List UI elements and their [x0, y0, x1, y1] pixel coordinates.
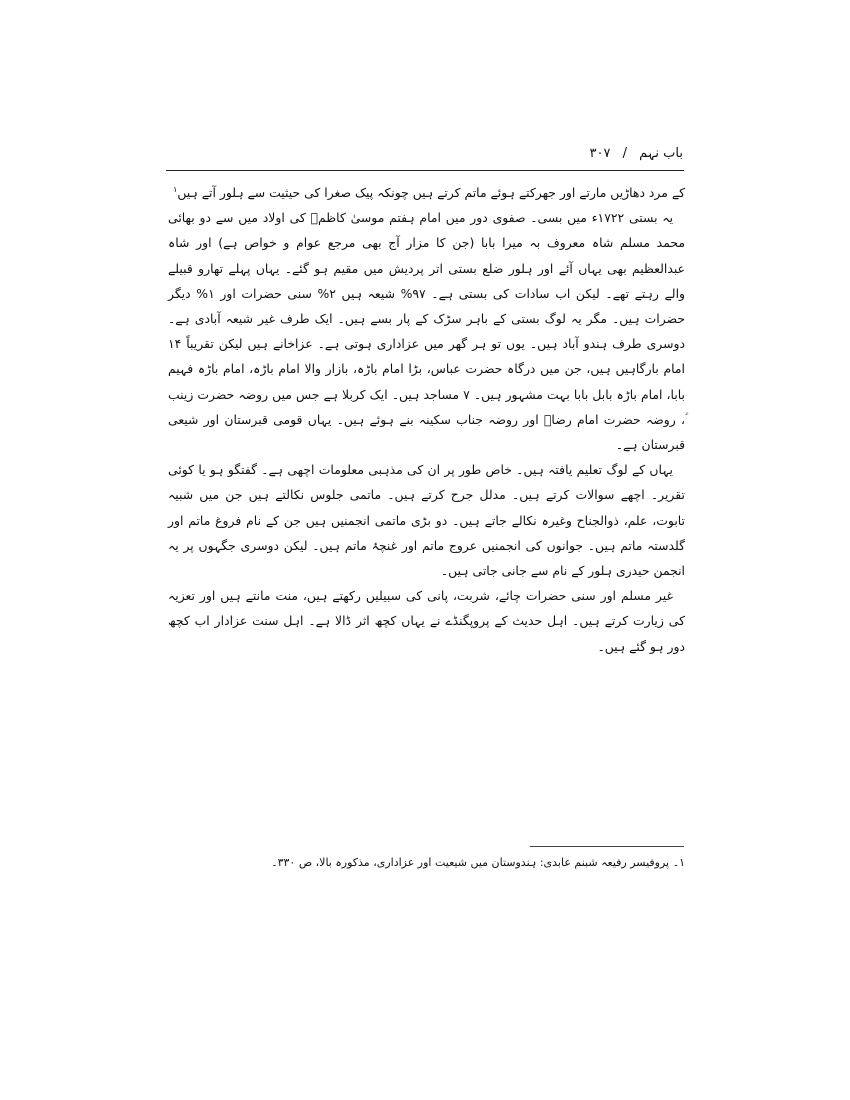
opening-line-text: کے مرد دھاڑیں مارتے اور جھرکتے ہوئے ماتم کرتے ہیں چونکہ پیک صغرا کی حیثیت سے ہلور آتے ہیں	[177, 185, 685, 200]
opening-line	[168, 180, 685, 205]
chapter-title: باب نہم	[639, 146, 683, 161]
footnote-reference: ۱	[173, 184, 178, 194]
paragraph-history: یہ بستی ۱۷۲۲ء میں بسی۔ صفوی دور میں امام ہفتم موسیٰ کاظمؑ کی اولاد میں سے دو بھائی محمد مسلم شاہ معروف بہ میرا بابا (جن کا مزار آج بھی مرجع عوام و خواص ہے) اور شاہ عبدالعظیم بھی یہاں آئے اور ہلور ضلع بستی اتر پردیش میں مقیم ہو گئے۔ یہاں پہلے تھارو قبیلے والے رہتے تھے۔ لیکن اب سادات کی بستی ہے۔ ۹۷% شیعہ ہیں ۲% سنی حضرات اور ۱% دیگر حضرات ہیں۔ مگر یہ لوگ بستی کے باہر سڑک کے پار بسے ہیں۔ ایک طرف غیر شیعہ آبادی ہے۔ دوسری طرف ہندو آباد ہیں۔ یوں تو ہر گھر میں عزاداری ہوتی ہے۔ عزاخانے ہیں لیکن تقریباً ۱۴ امام بارگاہیں ہیں، جن میں درگاہ حضرت عباس، بڑا امام باڑہ، بازار والا امام باڑہ، امام باڑہ فہیم بابا، امام باڑہ بابل بابا بہت مشہور ہیں۔ ۷ مساجد ہیں۔ ایک کربلا ہے جس میں روضہ حضرت زینب ؑ، روضہ حضرت امام رضاؑ اور روضہ جناب سکینہ بنے ہوئے ہیں۔ یہاں قومی قبرستان اور شیعی قبرستان ہے۔	[168, 210, 686, 453]
page-number: ۳۰۷	[589, 146, 611, 161]
header-rule	[166, 170, 684, 171]
footnote	[168, 853, 685, 873]
running-header	[166, 142, 683, 166]
footnote-text: پروفیسر رفیعہ شبنم عابدی: ہندوستان میں شیعیت اور عزاداری، مذکورہ بالا، ص ۳۳۰۔	[271, 856, 670, 869]
footnote-rule	[530, 846, 684, 847]
paragraph-non-muslims: غیر مسلم اور سنی حضرات چائے، شربت، پانی کی سبیلیں رکھتے ہیں، منت مانتے ہیں اور تعزیہ کی زیارت کرتے ہیں۔ اہل حدیث کے پروپگنڈے نے یہاں کچھ اثر ڈالا ہے۔ اہل سنت عزادار اب کچھ دور ہو گئے ہیں۔	[168, 588, 685, 654]
footnote-number: ۱۔	[672, 856, 685, 869]
paragraph-education: یہاں کے لوگ تعلیم یافتہ ہیں۔ خاص طور پر ان کی مذہبی معلومات اچھی ہے۔ گفتگو ہو یا کوئی تقریر۔ اچھے سوالات کرتے ہیں۔ مدلل جرح کرتے ہیں۔ ماتمی جلوس نکالتے ہیں جن میں شبیہ تابوت، علم، ذوالجناح وغیرہ نکالے جاتے ہیں۔ دو بڑی ماتمی انجمنیں ہیں جن کے نام فروغ ماتم اور گلدستہ ماتم ہیں۔ جوانوں کی انجمنیں عروج ماتم اور غنچۂ ماتم ہیں۔ لیکن دوسری جگہوں پر یہ انجمن حیدری ہلور کے نام سے جانی جاتی ہیں۔	[168, 462, 685, 579]
body-text	[168, 180, 685, 659]
header-separator: /	[622, 146, 628, 161]
